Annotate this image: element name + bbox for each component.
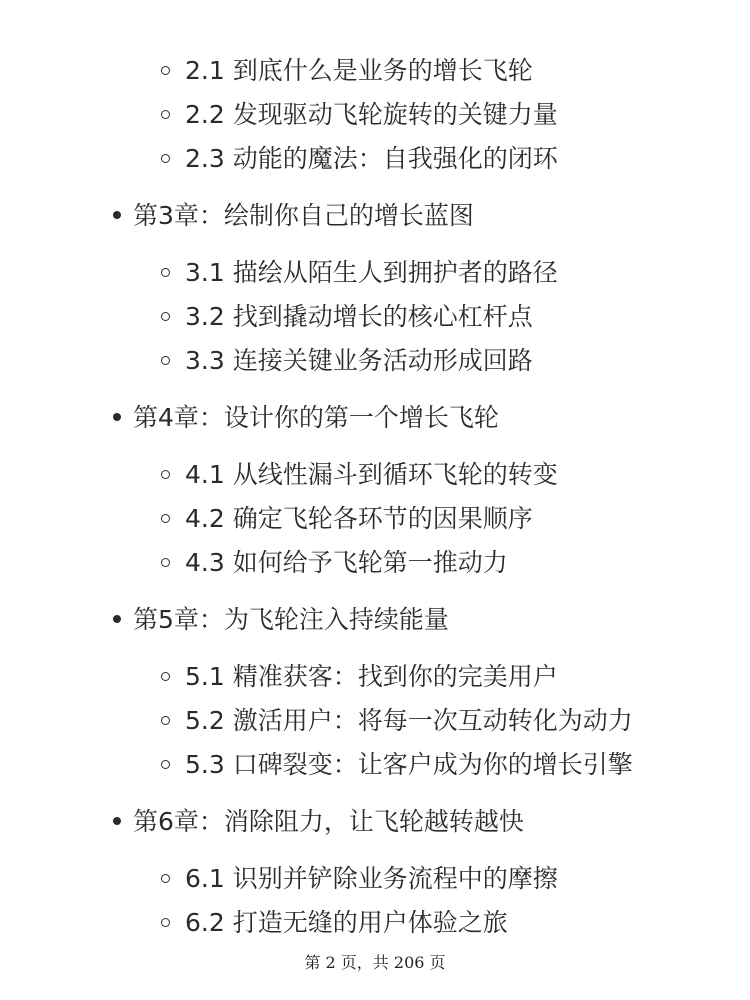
solid-disc-bullet-icon (113, 615, 121, 623)
hollow-circle-bullet-icon (161, 66, 170, 75)
toc-section-label: 2.1 到底什么是业务的增长飞轮 (185, 56, 533, 85)
toc-section-label: 4.1 从线性漏斗到循环飞轮的转变 (185, 460, 558, 489)
hollow-circle-bullet-icon (161, 672, 170, 681)
toc-section-5-1 (161, 661, 558, 693)
toc-section-2-3 (161, 143, 558, 175)
hollow-circle-bullet-icon (161, 268, 170, 277)
hollow-circle-bullet-icon (161, 760, 170, 769)
toc-chapter-6 (113, 806, 524, 838)
solid-disc-bullet-icon (113, 211, 121, 219)
toc-section-6-2 (161, 907, 508, 939)
hollow-circle-bullet-icon (161, 312, 170, 321)
toc-section-3-1 (161, 257, 558, 289)
toc-section-label: 3.1 描绘从陌生人到拥护者的路径 (185, 258, 558, 287)
toc-section-4-3 (161, 547, 508, 579)
hollow-circle-bullet-icon (161, 558, 170, 567)
toc-section-label: 3.2 找到撬动增长的核心杠杆点 (185, 302, 533, 331)
toc-section-4-1 (161, 459, 558, 491)
hollow-circle-bullet-icon (161, 514, 170, 523)
hollow-circle-bullet-icon (161, 356, 170, 365)
toc-chapter-3 (113, 200, 474, 232)
toc-section-5-2 (161, 705, 633, 737)
toc-section-6-1 (161, 863, 558, 895)
toc-chapter-title: 第3章：绘制你自己的增长蓝图 (133, 201, 474, 230)
toc-section-3-2 (161, 301, 533, 333)
toc-chapter-title: 第4章：设计你的第一个增长飞轮 (133, 403, 499, 432)
toc-section-5-3 (161, 749, 633, 781)
toc-section-2-2 (161, 99, 558, 131)
toc-section-label: 5.3 口碑裂变：让客户成为你的增长引擎 (185, 750, 633, 779)
toc-chapter-title: 第5章：为飞轮注入持续能量 (133, 605, 449, 634)
hollow-circle-bullet-icon (161, 154, 170, 163)
hollow-circle-bullet-icon (161, 716, 170, 725)
toc-section-label: 4.3 如何给予飞轮第一推动力 (185, 548, 508, 577)
toc-section-label: 2.3 动能的魔法：自我强化的闭环 (185, 144, 558, 173)
toc-section-label: 6.2 打造无缝的用户体验之旅 (185, 908, 508, 937)
toc-section-label: 2.2 发现驱动飞轮旋转的关键力量 (185, 100, 558, 129)
toc-section-4-2 (161, 503, 533, 535)
toc-chapter-5 (113, 604, 449, 636)
toc-chapter-4 (113, 402, 499, 434)
page-number-footer: 第 2 页，共 206 页 (304, 953, 446, 972)
hollow-circle-bullet-icon (161, 110, 170, 119)
toc-section-label: 4.2 确定飞轮各环节的因果顺序 (185, 504, 533, 533)
hollow-circle-bullet-icon (161, 470, 170, 479)
toc-section-label: 6.1 识别并铲除业务流程中的摩擦 (185, 864, 558, 893)
solid-disc-bullet-icon (113, 413, 121, 421)
toc-section-label: 5.1 精准获客：找到你的完美用户 (185, 662, 558, 691)
toc-section-label: 5.2 激活用户：将每一次互动转化为动力 (185, 706, 633, 735)
toc-section-label: 3.3 连接关键业务活动形成回路 (185, 346, 533, 375)
toc-section-3-3 (161, 345, 533, 377)
toc-chapter-title: 第6章：消除阻力，让飞轮越转越快 (133, 807, 524, 836)
hollow-circle-bullet-icon (161, 918, 170, 927)
solid-disc-bullet-icon (113, 817, 121, 825)
toc-section-2-1 (161, 55, 533, 87)
hollow-circle-bullet-icon (161, 874, 170, 883)
